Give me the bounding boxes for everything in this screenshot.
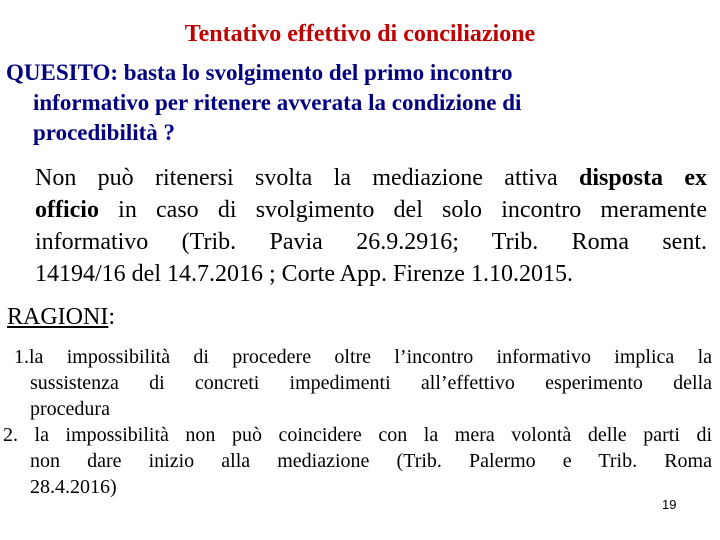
question-line: procedibilità ?	[33, 120, 176, 145]
answer-text: Non può ritenersi svolta la mediazione attiva	[35, 165, 579, 191]
list-item-line: procedura	[30, 398, 110, 420]
answer-bold-text: disposta ex	[578, 165, 708, 191]
answer-line	[35, 162, 707, 194]
list-item-line: 2. la impossibilità non può coincidere con la mera volontà delle parti di	[3, 424, 712, 446]
answer-paragraph	[35, 162, 707, 290]
slide-title: Tentativo effettivo di conciliazione	[184, 21, 536, 47]
answer-line: 14194/16 del 14.7.2016 ; Corte App. Firenze 1.10.2015.	[35, 261, 573, 287]
answer-text: in caso di svolgimento del solo incontro meramente	[98, 197, 707, 223]
reasons-heading-label: RAGIONI	[7, 304, 109, 330]
answer-line	[35, 194, 707, 226]
reasons-heading-colon: :	[108, 304, 115, 330]
question-block	[6, 58, 656, 148]
reasons-heading	[7, 301, 115, 333]
reasons-list	[0, 344, 712, 500]
question-line: QUESITO: basta lo svolgimento del primo incontro	[6, 60, 513, 85]
answer-bold-text: officio	[35, 197, 99, 223]
question-line: informativo per ritenere avverata la condizione di	[33, 90, 522, 115]
list-item-line: 28.4.2016)	[30, 476, 117, 498]
answer-line: informativo (Trib. Pavia 26.9.2916; Trib. Roma sent.	[35, 229, 707, 255]
list-item-line: 1.la impossibilità di procedere oltre l’incontro informativo implica la	[14, 346, 712, 368]
list-item-line: non dare inizio alla mediazione (Trib. Palermo e Trib. Roma	[30, 450, 712, 472]
list-item-line: sussistenza di concreti impedimenti all’effettivo esperimento della	[30, 372, 712, 394]
page-number: 19	[662, 497, 677, 512]
